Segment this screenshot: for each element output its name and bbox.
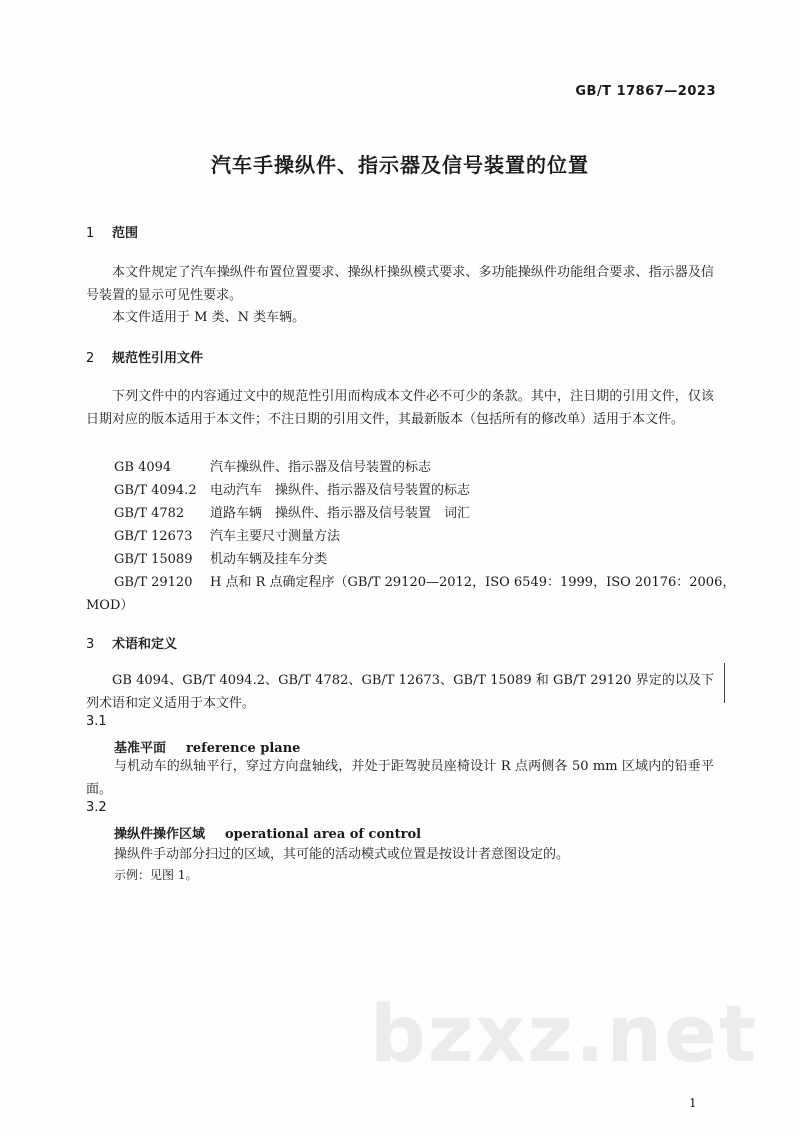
term-number: 3.2 xyxy=(86,800,107,815)
reference-code: GB/T 4094.2 xyxy=(114,483,197,498)
revision-bar xyxy=(724,663,725,703)
reference-title: 汽车操纵件、指示器及信号装置的标志 xyxy=(210,460,432,475)
reference-code: GB/T 12673 xyxy=(114,529,193,544)
term-definition: 与机动车的纵轴平行，穿过方向盘轴线，并处于距驾驶员座椅设计 R 点两侧各 50 mm 区域内的铅垂平面。 xyxy=(86,759,714,797)
section-1-paragraph-2: 本文件适用于 M 类、N 类车辆。 xyxy=(112,310,306,325)
term-name-en: operational area of control xyxy=(225,827,422,842)
section-2-heading xyxy=(86,347,203,366)
term-example xyxy=(114,866,197,883)
example-text: 见图 1。 xyxy=(150,868,198,882)
reference-item xyxy=(114,571,735,590)
section-1-heading xyxy=(86,222,138,241)
term-name xyxy=(114,737,300,756)
section-3-paragraph-1: GB 4094、GB/T 4094.2、GB/T 4782、GB/T 12673、GB/T 15089 和 GB/T 29120 界定的以及下列术语和定义适用于本文件。 xyxy=(86,673,714,711)
section-title: 范围 xyxy=(112,226,139,241)
term-name-zh: 操纵件操作区域 xyxy=(114,827,206,842)
reference-item xyxy=(114,502,470,521)
reference-title: 道路车辆 操纵件、指示器及信号装置 词汇 xyxy=(210,506,471,521)
reference-title: 电动汽车 操纵件、指示器及信号装置的标志 xyxy=(210,483,471,498)
reference-item xyxy=(114,456,431,475)
section-number: 3 xyxy=(86,637,95,652)
page-number: 1 xyxy=(689,1096,697,1110)
term-name-zh: 基准平面 xyxy=(114,741,167,756)
section-title: 规范性引用文件 xyxy=(112,351,204,366)
section-number: 2 xyxy=(86,351,95,366)
reference-code: GB/T 15089 xyxy=(114,552,193,567)
reference-code: GB/T 29120 xyxy=(114,575,193,590)
document-title: 汽车手操纵件、指示器及信号装置的位置 xyxy=(211,153,589,177)
reference-code: GB/T 4782 xyxy=(114,506,185,521)
reference-item xyxy=(114,525,340,544)
term-number: 3.1 xyxy=(86,714,107,729)
watermark: bzxz.net xyxy=(370,990,759,1080)
term-name xyxy=(114,823,421,842)
reference-continuation: MOD） xyxy=(86,598,134,613)
section-3-heading xyxy=(86,633,177,652)
reference-title: 机动车辆及挂车分类 xyxy=(210,552,328,567)
section-title: 术语和定义 xyxy=(112,637,178,652)
section-1-paragraph-1: 本文件规定了汽车操纵件布置位置要求、操纵杆操纵模式要求、多功能操纵件功能组合要求、指示器及信号装置的显示可见性要求。 xyxy=(86,265,714,303)
reference-item xyxy=(114,479,470,498)
example-label: 示例： xyxy=(114,868,151,882)
term-name-en: reference plane xyxy=(186,741,301,756)
standard-code: GB/T 17867—2023 xyxy=(575,84,716,99)
reference-title: 汽车主要尺寸测量方法 xyxy=(210,529,341,544)
section-2-paragraph-1: 下列文件中的内容通过文中的规范性引用而构成本文件必不可少的条款。其中，注日期的引用文件，仅该日期对应的版本适用于本文件；不注日期的引用文件，其最新版本（包括所有的修改单）适用于本文件。 xyxy=(86,389,714,427)
term-definition: 操纵件手动部分扫过的区域，其可能的活动模式或位置是按设计者意图设定的。 xyxy=(114,847,570,862)
section-number: 1 xyxy=(86,226,95,241)
reference-code: GB 4094 xyxy=(114,460,172,475)
reference-item xyxy=(114,548,327,567)
reference-title: H 点和 R 点确定程序（GB/T 29120—2012，ISO 6549：1999，ISO 20176：2006， xyxy=(210,575,736,590)
